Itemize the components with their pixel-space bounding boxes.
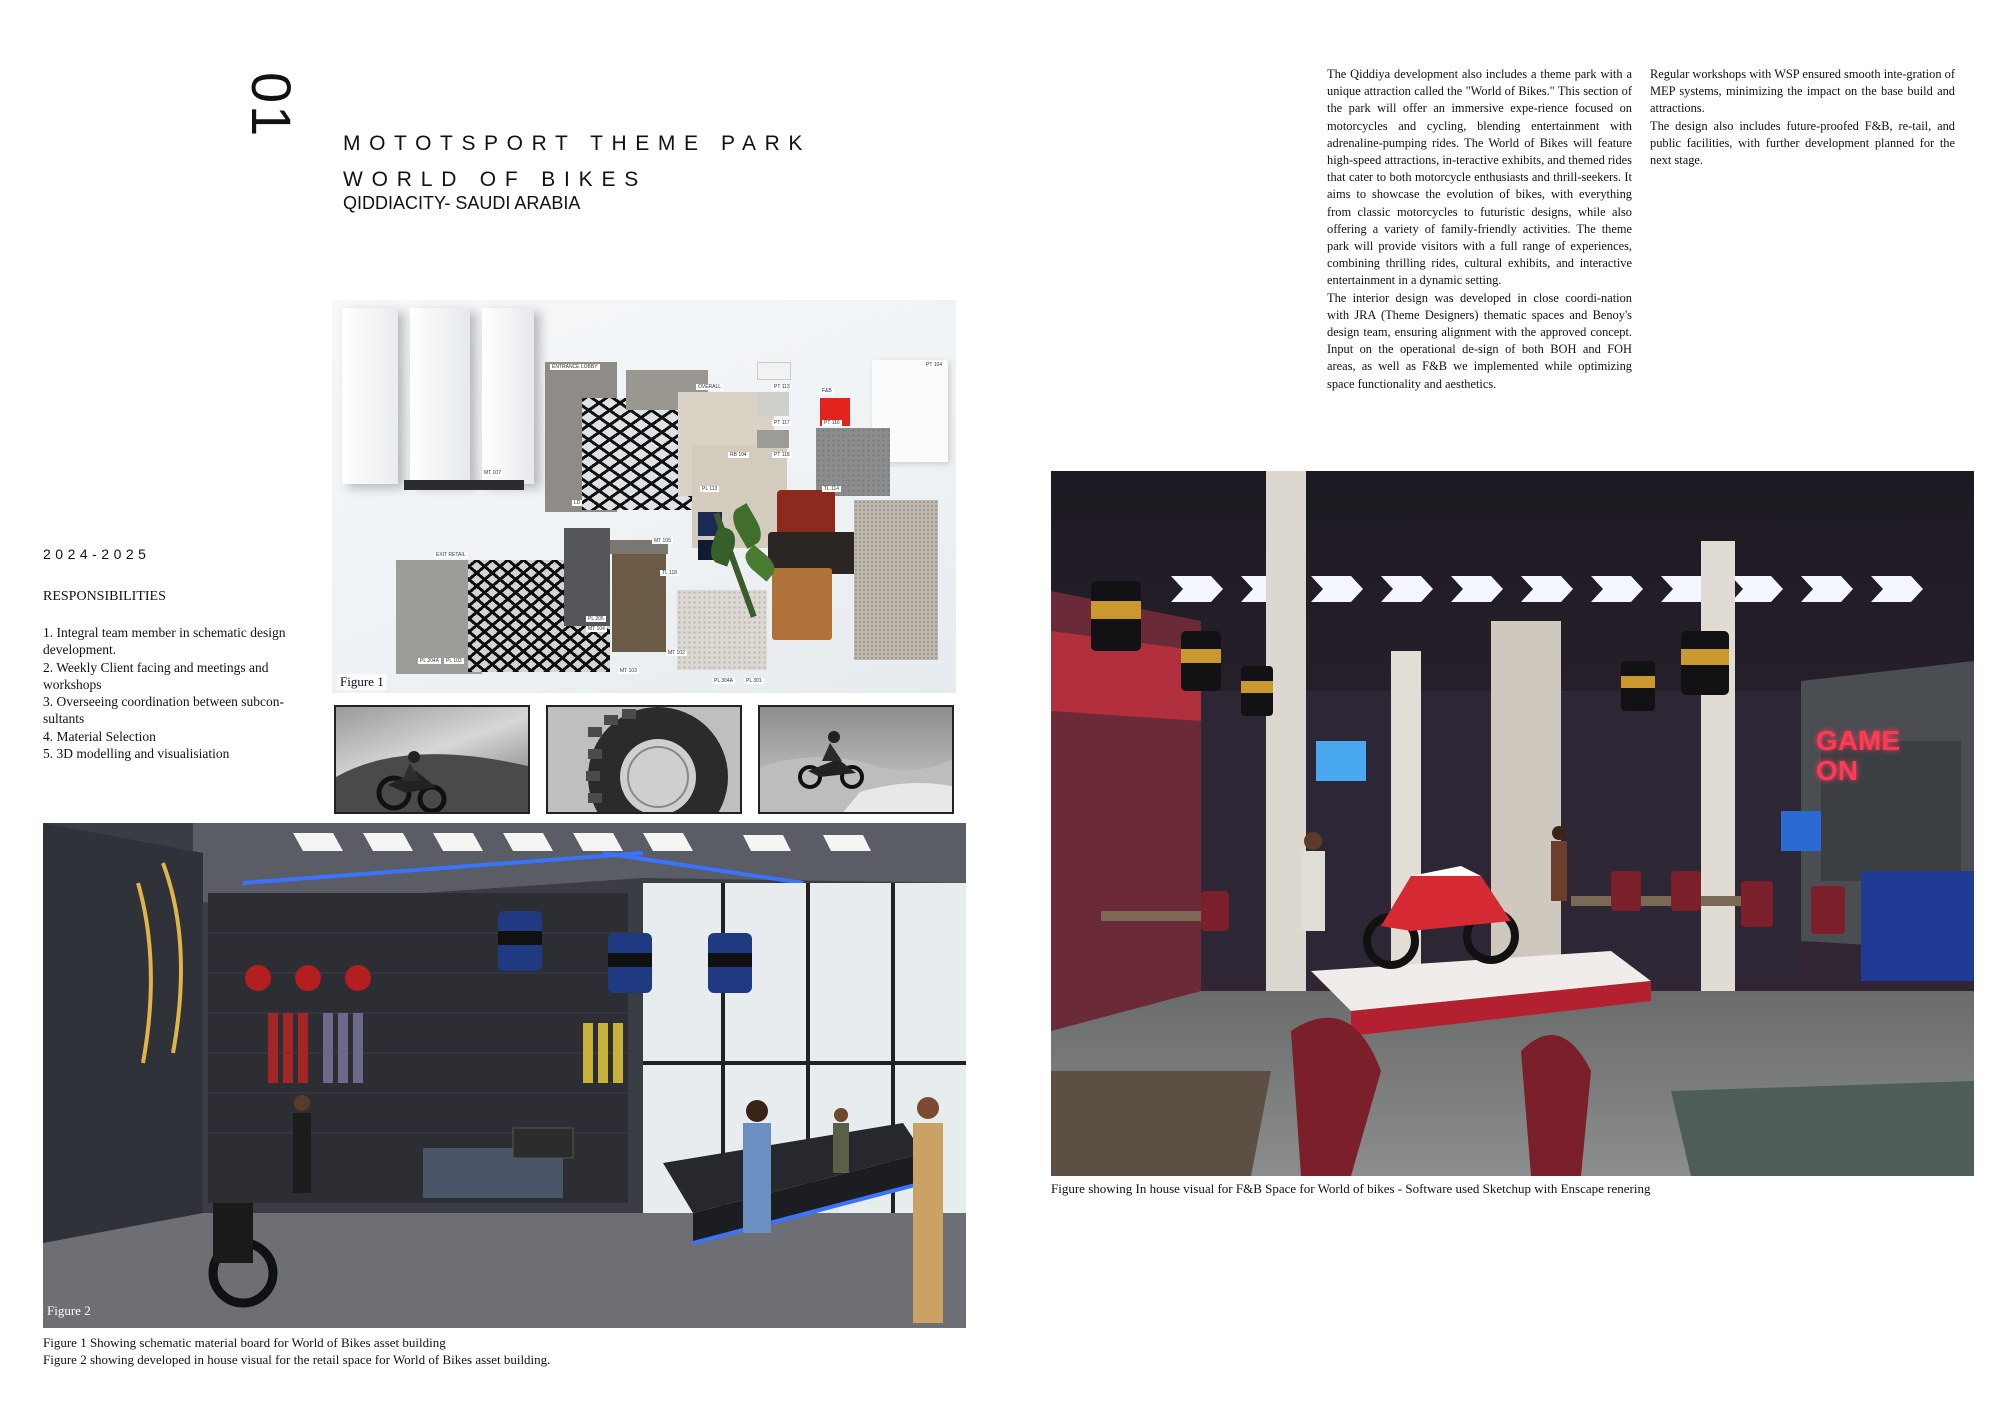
material-tag: PL 205 <box>588 616 604 622</box>
material-tag: TL 118 <box>662 570 678 576</box>
material-tag: OVERALL <box>698 384 722 390</box>
material-tag: MT 107 <box>484 470 501 476</box>
material-tag: F&B <box>822 388 832 394</box>
game-on-sign <box>1816 726 1900 786</box>
project-subtitle: WORLD OF BIKES <box>343 168 648 191</box>
project-location: QIDDIACITY- SAUDI ARABIA <box>343 193 581 213</box>
desert-rider-photo <box>758 705 954 814</box>
material-tag: MT 105 <box>654 538 671 544</box>
project-title: MOTOTSPORT THEME PARK <box>343 132 812 155</box>
responsibilities-heading: RESPONSIBILITIES <box>43 589 166 604</box>
page-number: 01 <box>240 72 303 139</box>
material-tag: RB 104 <box>730 452 747 458</box>
material-tag: PL 103 <box>446 658 462 664</box>
material-tag: PL 113 <box>702 486 718 492</box>
material-tag: MT 102 <box>668 650 685 656</box>
description-paragraph: The Qiddiya development also includes a theme park with a unique attraction called the "World of Bikes." This section of the park will offer an immersive expe-rience focused on motorcycles and cycling, blending entertainment with adrenaline-pumping rides. The World of Bikes will feature high-speed attractions, in-teractive exhibits, and themed rides that cater to both motorcycle enthusiasts and thrill-seekers. It aims to showcase the evolution of bikes, with everything from classic motorcycles to futuristic designs, while also offering a variety of family-friendly activities. The theme park will provide visitors with a full range of experiences, combining thrilling rides, cultural exhibits, and interactive entertainment in a dynamic setting. <box>1327 67 1632 288</box>
material-tag: EXIT RETAIL <box>436 552 466 558</box>
list-item: 3. Overseeing coordination between subcon-sultants <box>43 694 285 727</box>
description-paragraph: The interior design was developed in close coordi-nation with JRA (Theme Designers) thematic spaces and Benoy's design team, ensuring alignment with the approved concept. Input on the operational de-sign of both BOH and FOH areas, as well as F&B we implemented while optimizing space functionality and aesthetics. <box>1327 290 1632 391</box>
material-tag: PT 118 <box>774 452 790 458</box>
material-tag: PT 113 <box>774 384 790 390</box>
material-tag: MT 103 <box>620 668 637 674</box>
figure-caption-3: Figure showing In house visual for F&B Space for World of bikes - Software used Sketchup with Enscape renering <box>1051 1181 1651 1196</box>
description-paragraph: Regular workshops with WSP ensured smooth inte-gration of MEP systems, minimizing the impact on the base build and attractions. <box>1650 67 1955 116</box>
list-item: 1. Integral team member in schematic design development. <box>43 625 286 658</box>
material-tag: TL 114 <box>824 486 840 492</box>
material-tag: ENTRANCE LOBBY <box>552 364 598 370</box>
material-tag: MT 104 <box>588 626 605 632</box>
material-tag: PT 104 <box>926 362 943 368</box>
fnb-space-render <box>1051 471 1974 1176</box>
description-column-1 <box>1327 66 1632 393</box>
figure-caption-2: Figure 2 showing developed in house visual for the retail space for World of Bikes asset building. <box>43 1352 551 1367</box>
list-item: 4. Material Selection <box>43 728 156 744</box>
figure-2-label: Figure 2 <box>47 1303 91 1318</box>
list-item: 2. Weekly Client facing and meetings and workshops <box>43 659 269 692</box>
responsibilities-list <box>43 624 308 762</box>
retail-space-render <box>43 823 966 1328</box>
material-tag: PT 116 <box>824 420 840 426</box>
neon-sign-line: ON <box>1816 755 1858 786</box>
material-tag: PL 301 <box>746 678 762 684</box>
list-item: 5. 3D modelling and visualisiation <box>43 746 230 762</box>
description-column-2 <box>1650 66 1955 169</box>
figure-1-label: Figure 1 <box>337 674 387 690</box>
figure-caption-1: Figure 1 Showing schematic material board for World of Bikes asset building <box>43 1335 446 1350</box>
material-tag: PT 117 <box>774 420 790 426</box>
neon-sign-line: GAME <box>1816 725 1900 756</box>
material-tag: PL 304A <box>714 678 733 684</box>
description-paragraph: The design also includes future-proofed F&B, re-tail, and public facilities, with further development planned for the next stage. <box>1650 118 1955 168</box>
project-years: 2024-2025 <box>43 546 151 562</box>
material-board-image <box>332 300 956 693</box>
motocross-photo-1 <box>334 705 530 814</box>
material-tag: LD <box>574 500 581 506</box>
tire-closeup-photo <box>546 705 742 814</box>
material-tag: PL 204A <box>420 658 439 664</box>
